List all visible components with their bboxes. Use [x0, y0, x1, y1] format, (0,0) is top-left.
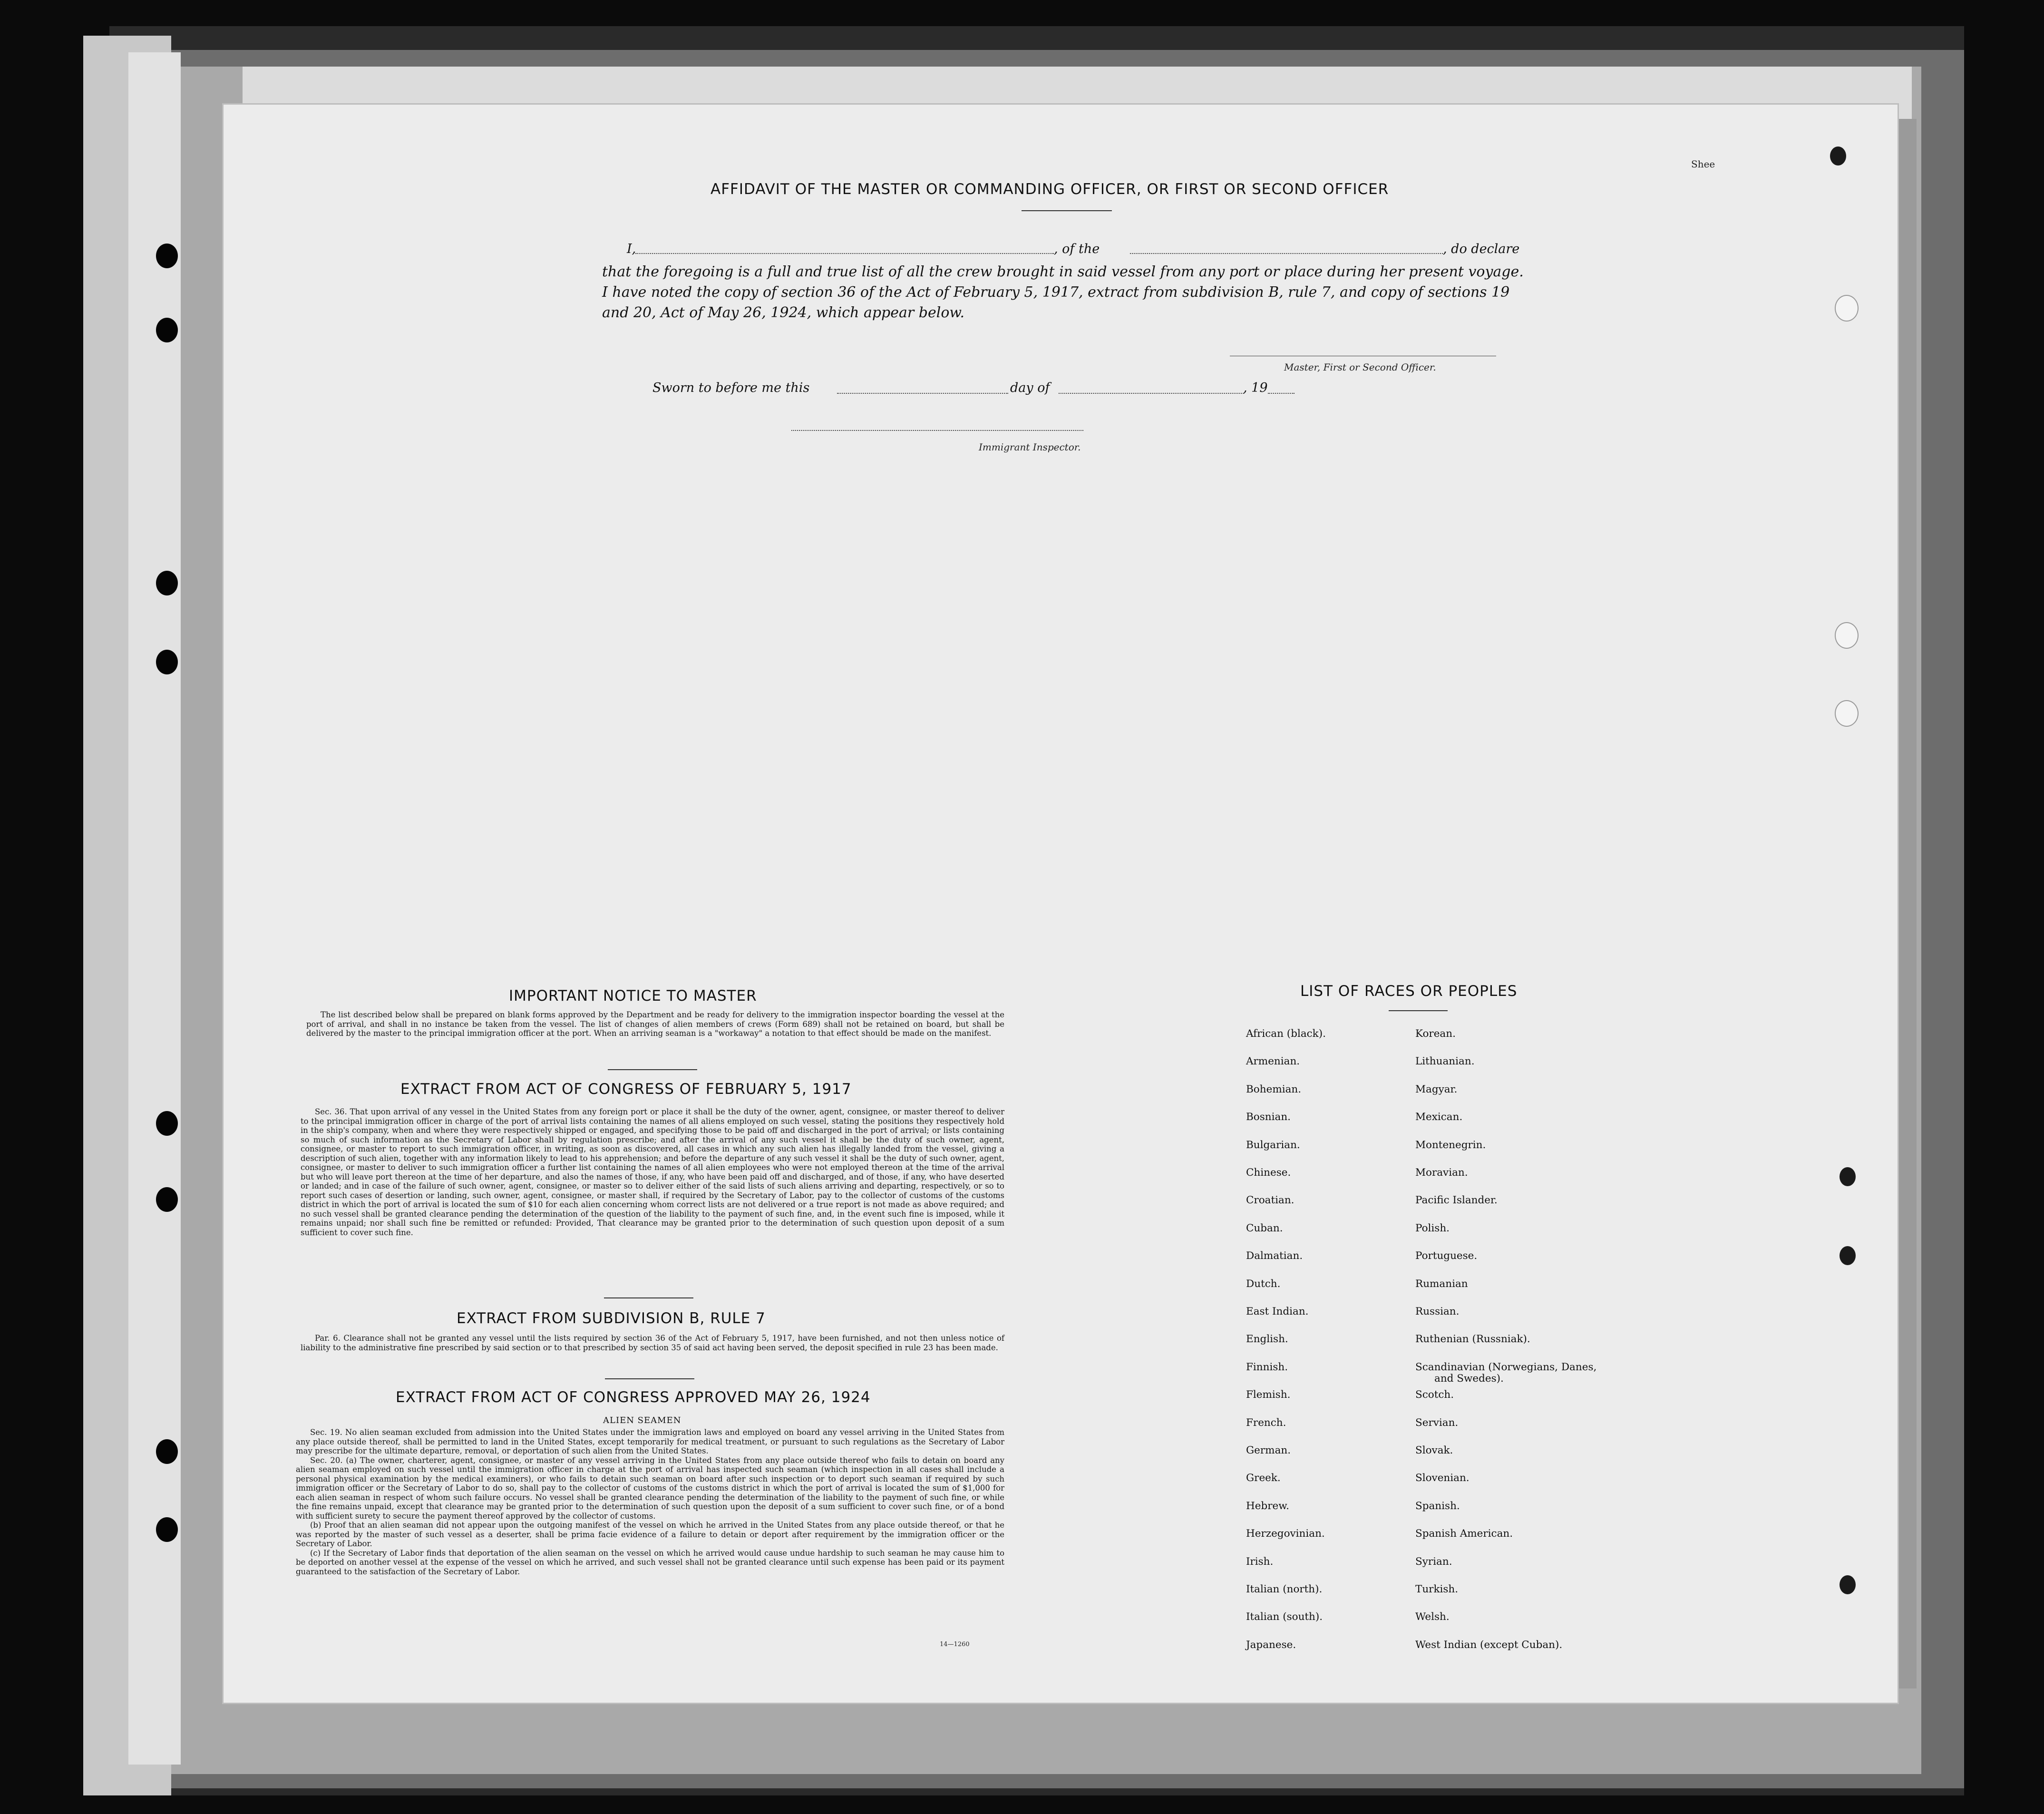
race-item: Scandinavian (Norwegians, Danes, and Swedes). [1415, 1361, 1597, 1385]
sheet-shadow [1898, 119, 1917, 1688]
month-blank[interactable] [1059, 393, 1244, 394]
extract-1917-rule [604, 1297, 693, 1298]
races-rule [1389, 1010, 1448, 1011]
punch-hole [156, 650, 178, 674]
race-item: Japanese. [1246, 1638, 1296, 1651]
punch-hole [1840, 1246, 1856, 1265]
race-item: Spanish American. [1415, 1528, 1513, 1540]
inspector-label: Immigrant Inspector. [979, 441, 1081, 453]
punch-hole [156, 1439, 178, 1464]
extract-1924-text: Sec. 19. No alien seaman excluded from admission into the United States under the immigration laws and employed on board any vessel arriving in the United States from any place outside thereof, shall be permitted to land in the United States, except temporarily for medical treatment, or pursuant to such regulations as the Secretary of Labor may prescribe for the ultimate departure, removal, or deportation of such alien from the United States. Sec. 20. (a) The owner, charterer, agent, consignee, or master of any vessel arriving in the United States from any place outside thereof who fails to detain on board any alien seaman employed on such vessel until the immigration officer in charge at the port of arrival has inspected such seaman (which inspection in all cases shall include a personal physical examination by the medical examiners), or who fails to detain such seaman on board after such inspection or to deport such seaman if required by such immigration officer or the Secretary of Labor to do so, shall pay to the collector of customs of the customs district in which the port of arrival is located the sum of $1,000 for each alien seaman in respect of whom such failure occurs. No vessel shall be granted clearance pending the determination of the liability to the payment of such fine, or while the fine remains unpaid, except that clearance may be granted prior to the determination of such question upon the deposit of a sum sufficient to cover such fine, or of a bond with sufficient surety to secure the payment thereof approved by the collector of customs. (b) Proof that an alien seaman did not appear upon the outgoing manifest of the vessel on which he arrived in the United States from any place outside thereof, or that he was reported by the master of such vessel as a deserter, shall be prima facie evidence of a failure to detain or deport after requirement by the immigration officer or the Secretary of Labor. (c) If the Secretary of Labor finds that deportation of the alien seaman on the vessel on which he arrived would cause undue hardship to such seaman he may cause him to be deported on another vessel at the expense of the vessel on which he arrived, and such vessel shall not be granted clearance until such expense has been paid or its payment guaranteed to the satisfaction of the Secretary of Labor. [296, 1428, 1004, 1576]
name-blank[interactable] [635, 253, 1054, 254]
title-rule [1022, 210, 1112, 211]
race-item: African (black). [1246, 1028, 1326, 1040]
race-item: Spanish. [1415, 1500, 1460, 1512]
year-blank[interactable] [1268, 393, 1295, 394]
race-item: Slovenian. [1415, 1472, 1470, 1484]
race-item: Armenian. [1246, 1055, 1300, 1068]
affidavit-i: I, [627, 242, 636, 256]
race-item: Flemish. [1246, 1389, 1291, 1401]
race-item: Moravian. [1415, 1167, 1468, 1179]
rule7-rule [605, 1378, 694, 1379]
race-item: Syrian. [1415, 1555, 1452, 1568]
race-item: German. [1246, 1444, 1291, 1456]
master-signature-label: Master, First or Second Officer. [1284, 361, 1436, 373]
notice-text: The list described below shall be prepared on blank forms approved by the Department and be ready for delivery to the immigration inspector boarding the vessel at the port of arrival, and shall in no instance be taken from the vessel. The list of changes of alien members of crews (Form 689) shall not be retained on board, but shall be delivered by the master to the principal immigration officer at the port. When an arriving seaman is a "workaway" a notation to that effect should be made on the manifest. [306, 1010, 1004, 1038]
race-item: Finnish. [1246, 1361, 1288, 1373]
punch-hole [156, 571, 178, 595]
race-item: Bulgarian. [1246, 1139, 1300, 1151]
race-item: Mexican. [1415, 1111, 1463, 1123]
race-item: Servian. [1415, 1416, 1459, 1429]
race-item: Welsh. [1415, 1611, 1450, 1623]
alien-seamen-subtitle: ALIEN SEAMEN [603, 1415, 681, 1425]
race-item: Portuguese. [1415, 1250, 1478, 1262]
race-item: Cuban. [1246, 1222, 1283, 1234]
extract-1917-title: EXTRACT FROM ACT OF CONGRESS OF FEBRUARY 5, 1917 [400, 1081, 852, 1098]
race-item: Ruthenian (Russniak). [1415, 1333, 1530, 1346]
punch-hole [156, 1517, 178, 1542]
race-item: English. [1246, 1333, 1288, 1346]
punch-hole [1835, 622, 1859, 649]
races-title: LIST OF RACES OR PEOPLES [1300, 983, 1518, 1000]
race-item: Irish. [1246, 1555, 1274, 1568]
race-item: French. [1246, 1416, 1286, 1429]
race-item: Magyar. [1415, 1083, 1458, 1095]
binder-spine-edge [128, 52, 181, 1765]
year-prefix: , 19 [1243, 380, 1268, 395]
punch-hole [1840, 1575, 1856, 1594]
day-blank[interactable] [837, 393, 1008, 394]
inspector-signature-line[interactable] [791, 430, 1083, 431]
punch-hole [156, 1111, 178, 1136]
race-item: Italian (north). [1246, 1583, 1323, 1595]
race-item: Bosnian. [1246, 1111, 1291, 1123]
notice-rule [608, 1069, 697, 1070]
race-item: Rumanian [1415, 1278, 1468, 1290]
punch-hole [1840, 1167, 1856, 1186]
race-item: Chinese. [1246, 1167, 1291, 1179]
punch-hole [1830, 146, 1846, 166]
race-item: Dalmatian. [1246, 1250, 1303, 1262]
punch-hole [1835, 295, 1859, 322]
extract-1924-title: EXTRACT FROM ACT OF CONGRESS APPROVED MAY 26, 1924 [396, 1389, 871, 1406]
sworn-text: Sworn to before me this [652, 380, 810, 395]
race-item: Slovak. [1415, 1444, 1453, 1456]
affidavit-of-the: , of the [1054, 242, 1100, 256]
rule7-text: Par. 6. Clearance shall not be granted any vessel until the lists required by section 36 of the Act of February 5, 1917, have been furnished, and not then unless notice of liability to the administrative fine prescribed by said section or to that prescribed by section 35 of said act having been served, the deposit specified in rule 23 has been made. [301, 1334, 1004, 1352]
affidavit-declare: , do declare [1443, 242, 1520, 256]
race-item: Russian. [1415, 1306, 1460, 1317]
race-item: Dutch. [1246, 1278, 1281, 1290]
affidavit-paragraph: that the foregoing is a full and true list of all the crew brought in said vessel from any port or place during her present voyage. I have noted the copy of section 36 of the Act of February 5, 1917, extract from subdivision B, rule 7, and copy of sections 19 and 20, Act of May 26, 1924, which appear below. [602, 263, 1524, 321]
punch-hole [156, 1187, 178, 1212]
race-item: Lithuanian. [1415, 1055, 1475, 1068]
punch-hole [156, 318, 178, 342]
race-item: Herzegovinian. [1246, 1528, 1325, 1540]
punch-hole [156, 244, 178, 268]
race-item: Korean. [1415, 1028, 1456, 1040]
race-item: Italian (south). [1246, 1611, 1323, 1623]
race-item: Bohemian. [1246, 1083, 1302, 1095]
corner-text: Shee [1691, 158, 1715, 170]
race-item: Greek. [1246, 1472, 1281, 1484]
race-item: Polish. [1415, 1222, 1450, 1234]
rule7-title: EXTRACT FROM SUBDIVISION B, RULE 7 [457, 1310, 766, 1327]
race-item: Montenegrin. [1415, 1139, 1486, 1151]
race-item: Pacific Islander. [1415, 1194, 1498, 1207]
race-item: Scotch. [1415, 1389, 1454, 1401]
notice-title: IMPORTANT NOTICE TO MASTER [509, 987, 757, 1005]
race-item: West Indian (except Cuban). [1415, 1638, 1563, 1651]
race-item: Turkish. [1415, 1583, 1459, 1595]
race-item: East Indian. [1246, 1306, 1309, 1317]
race-item: Hebrew. [1246, 1500, 1289, 1512]
day-of-text: day of [1010, 380, 1050, 395]
race-item: Croatian. [1246, 1194, 1295, 1207]
vessel-blank[interactable] [1130, 253, 1443, 254]
affidavit-title: AFFIDAVIT OF THE MASTER OR COMMANDING OFFICER, OR FIRST OR SECOND OFFICER [711, 181, 1389, 198]
punch-hole [1835, 700, 1859, 727]
form-number: 14—1260 [940, 1641, 970, 1648]
extract-1917-text: Sec. 36. That upon arrival of any vessel in the United States from any foreign port or place it shall be the duty of the owner, agent, consignee, or master thereof to deliver to the principal immigration officer in charge of the port of arrival lists containing the names of all aliens employed on such vessel, stating the positions they respectively hold in the ship's company, when and where they were respectively shipped or engaged, and specifying those to be paid off and discharged in the port of arrival; or lists containing so much of such information as the Secretary of Labor shall by regulation prescribe; and after the arrival of any such vessel it shall be the duty of such owner, agent, consignee, or master to report to such immigration officer, in writing, as soon as discovered, all cases in which any such alien has illegally landed from the vessel, giving a description of such alien, together with any information likely to lead to his apprehension; and before the departure of any such vessel it shall be the duty of such owner, agent, consignee, or master to deliver to such immigration officer a further list containing the names of all alien employees who were not employed thereon at the time of the arrival but who will leave port thereon at the time of her departure, and also the names of those, if any, who have been paid off and discharged, and of those, if any, who have deserted or landed; and in case of the failure of such owner, agent, consignee, or master so to deliver either of the said lists of such aliens arriving and departing, respectively, or so to report such cases of desertion or landing, such owner, agent, consignee, or master shall, if required by the Secretary of Labor, pay to the collector of customs of the customs district in which the port of arrival is located the sum of $10 for each alien concerning whom correct lists are not delivered or a true report is not made as above required; and no such vessel shall be granted clearance pending the determination of the question of the liability to the payment of such fine, and, in the event such fine is imposed, while it remains unpaid; nor shall such fine be remitted or refunded: Provided, That clearance may be granted prior to the determination of such question upon deposit of a sum sufficient to cover such fine. [301, 1107, 1004, 1237]
